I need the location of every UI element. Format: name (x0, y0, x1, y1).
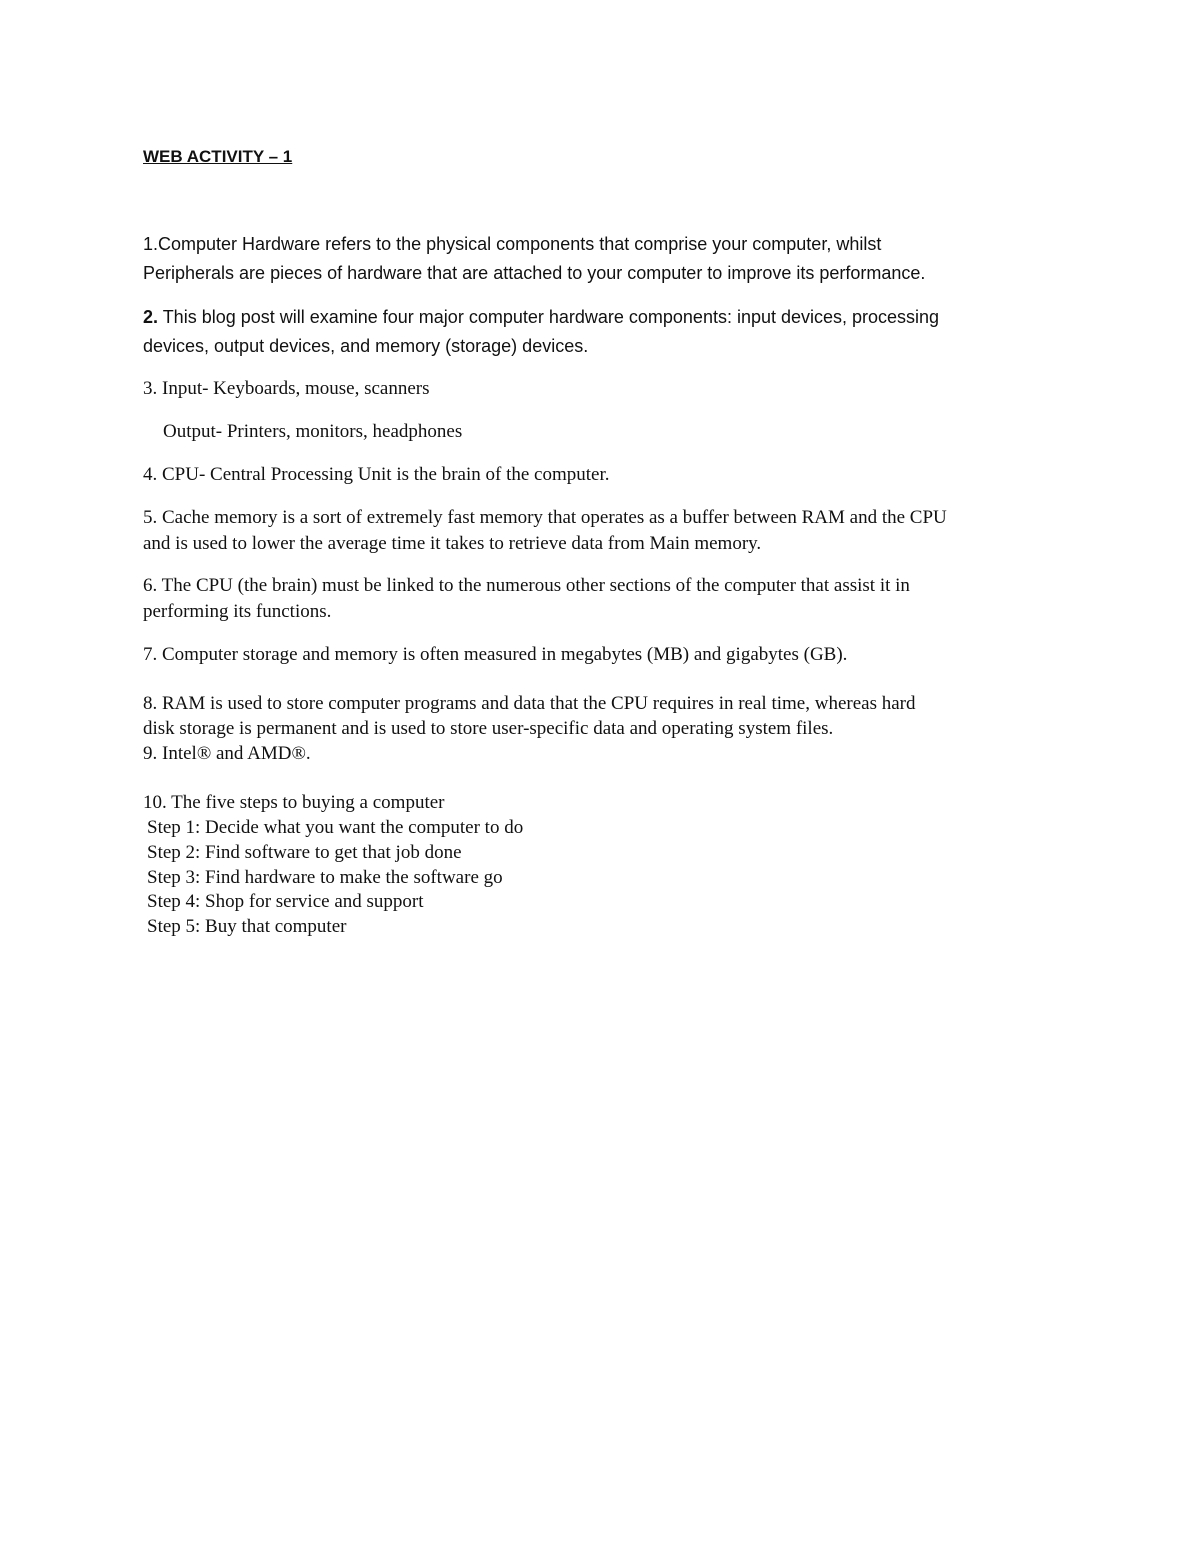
step-item: Step 1: Decide what you want the computer to do (147, 817, 524, 838)
item-3-output: Output- Printers, monitors, headphones (163, 421, 463, 442)
item-6-line-1: 6. The CPU (the brain) must be linked to the numerous other sections of the computer that assist it in (143, 575, 910, 596)
step-item: Step 3: Find hardware to make the software go (147, 867, 503, 888)
step-item: Step 5: Buy that computer (147, 916, 347, 937)
item-2-line-2: devices, output devices, and memory (storage) devices. (143, 336, 589, 356)
item-2-line-1 (143, 308, 939, 326)
item-8-line-1: 8. RAM is used to store computer programs and data that the CPU requires in real time, whereas hard (143, 693, 916, 714)
item-5-line-1: 5. Cache memory is a sort of extremely fast memory that operates as a buffer between RAM and the CPU (143, 507, 947, 528)
item-1-line-2: Peripherals are pieces of hardware that are attached to your computer to improve its performance. (143, 263, 926, 283)
item-1-line-1: 1.Computer Hardware refers to the physical components that comprise your computer, whilst (143, 234, 882, 254)
item-10-heading: 10. The five steps to buying a computer (143, 792, 445, 813)
document-title: WEB ACTIVITY – 1 (143, 147, 293, 166)
item-7: 7. Computer storage and memory is often measured in megabytes (MB) and gigabytes (GB). (143, 644, 848, 665)
step-item: Step 2: Find software to get that job done (147, 842, 462, 863)
step-item: Step 4: Shop for service and support (147, 891, 424, 912)
item-2-number: 2. (143, 307, 159, 327)
item-4: 4. CPU- Central Processing Unit is the brain of the computer. (143, 464, 610, 485)
item-5-line-2: and is used to lower the average time it takes to retrieve data from Main memory. (143, 533, 762, 554)
item-2-line-1-text: This blog post will examine four major computer hardware components: input devices, processing (158, 307, 940, 327)
item-3-input: 3. Input- Keyboards, mouse, scanners (143, 378, 430, 399)
item-8-line-2: disk storage is permanent and is used to store user-specific data and operating system files. (143, 718, 834, 739)
item-6-line-2: performing its functions. (143, 601, 332, 622)
item-9: 9. Intel® and AMD®. (143, 743, 311, 764)
